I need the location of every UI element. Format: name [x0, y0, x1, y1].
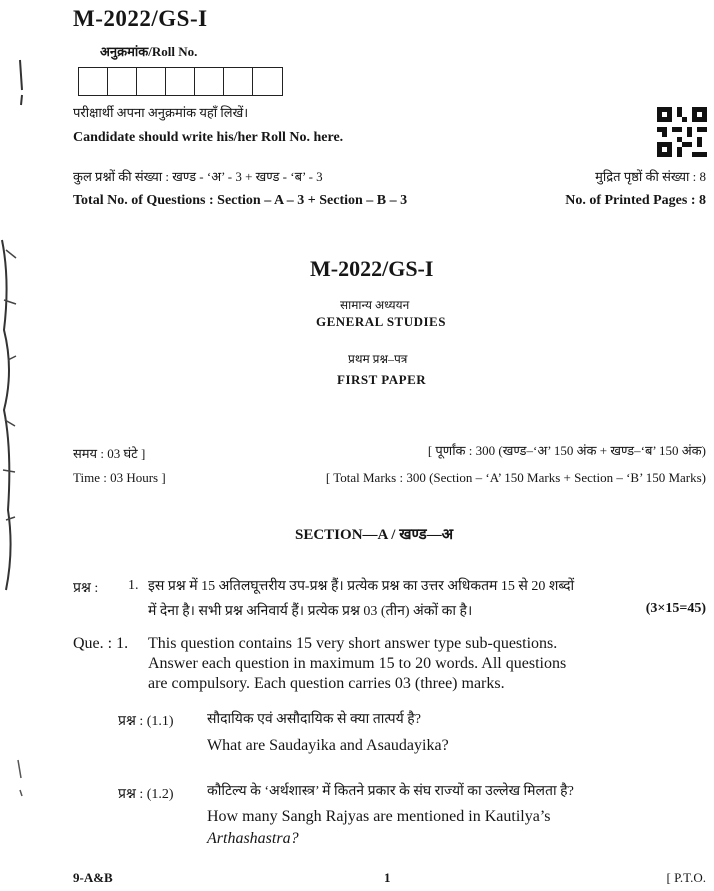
- paper-code-header: M-2022/GS-I: [73, 6, 208, 31]
- sub-question-text-english-line1: How many Sangh Rajyas are mentioned in Kautilya’s: [207, 808, 551, 825]
- total-marks-hindi: [ पूर्णांक : 300 (खण्ड–‘अ’ 150 अंक + खण्ड–‘ब’ 150 अंक): [427, 443, 706, 458]
- sub-question-text-english: What are Saudayika and Asaudayika?: [207, 737, 449, 754]
- printed-pages-english: No. of Printed Pages : 8: [565, 193, 706, 208]
- paper-name-english: FIRST PAPER: [337, 372, 427, 387]
- subject-english: GENERAL STUDIES: [316, 314, 446, 329]
- question-text-hindi-line1: इस प्रश्न में 15 अतिलघूत्तरीय उप-प्रश्न हैं। प्रत्येक प्रश्न का उत्तर अधिकतम 15 से 20 शब्दों: [148, 579, 575, 594]
- roll-digit-box[interactable]: [253, 68, 282, 95]
- roll-digit-box[interactable]: [79, 68, 108, 95]
- footer-pto: [ P.T.O.: [666, 870, 706, 885]
- roll-digit-box[interactable]: [224, 68, 253, 95]
- sub-question-text-english-line2: Arthashastra?: [207, 830, 299, 847]
- write-roll-instruction-english: Candidate should write his/her Roll No. here.: [73, 130, 344, 145]
- roll-digit-box[interactable]: [166, 68, 195, 95]
- paper-code-title: M-2022/GS-I: [310, 256, 434, 281]
- total-marks-english: [ Total Marks : 300 (Section – ‘A’ 150 Marks + Section – ‘B’ 150 Marks): [325, 470, 706, 485]
- sub-question-label: प्रश्न : (1.2): [118, 787, 174, 802]
- section-heading: SECTION—A / खण्ड—अ: [295, 527, 454, 543]
- roll-number-label: अनुक्रमांक/Roll No.: [100, 44, 198, 59]
- roll-number-boxes[interactable]: [78, 67, 283, 96]
- questions-count-english: Total No. of Questions : Section – A – 3 + Section – B – 3: [73, 193, 408, 208]
- question-text-english-line2: Answer each question in maximum 15 to 20 words. All questions: [148, 655, 567, 672]
- paper-name-hindi: प्रथम प्रश्न–पत्र: [348, 352, 408, 366]
- question-text-english-line1: This question contains 15 very short answer type sub-questions.: [148, 635, 558, 652]
- roll-digit-box[interactable]: [195, 68, 224, 95]
- sub-question-text-hindi: सौदायिक एवं असौदायिक से क्या तात्पर्य है?: [207, 712, 421, 727]
- question-text-english-line3: are compulsory. Each question carries 03 (three) marks.: [148, 675, 505, 692]
- subject-hindi: सामान्य अध्ययन: [340, 298, 410, 312]
- scan-margin-marks: [0, 0, 40, 891]
- write-roll-instruction-hindi: परीक्षार्थी अपना अनुक्रमांक यहाँ लिखें।: [73, 105, 249, 120]
- roll-digit-box[interactable]: [108, 68, 137, 95]
- question-text-hindi-line2: में देना है। सभी प्रश्न अनिवार्य हैं। प्रत्येक प्रश्न 03 (तीन) अंकों का है।: [148, 604, 473, 619]
- questions-count-hindi: कुल प्रश्नों की संख्या : खण्ड - ‘अ’ - 3 + खण्ड - ‘ब’ - 3: [73, 169, 323, 184]
- sub-question-label: प्रश्न : (1.1): [118, 714, 174, 729]
- time-english: Time : 03 Hours ]: [73, 470, 166, 485]
- question-number: 1.: [128, 578, 139, 593]
- time-hindi: समय : 03 घंटे ]: [73, 446, 146, 461]
- question-label-hindi: प्रश्न :: [73, 581, 99, 596]
- printed-pages-hindi: मुद्रित पृष्ठों की संख्या : 8: [595, 169, 706, 184]
- footer-paper-code: 9-A&B: [73, 870, 113, 885]
- footer-page-number: 1: [384, 870, 391, 885]
- qr-code-icon: [657, 106, 707, 158]
- question-marks: (3×15=45): [645, 601, 706, 616]
- roll-digit-box[interactable]: [137, 68, 166, 95]
- sub-question-text-hindi: कौटिल्य के ‘अर्थशास्त्र’ में कितने प्रकार के संघ राज्यों का उल्लेख मिलता है?: [207, 784, 574, 799]
- question-label-english: Que. : 1.: [73, 635, 129, 652]
